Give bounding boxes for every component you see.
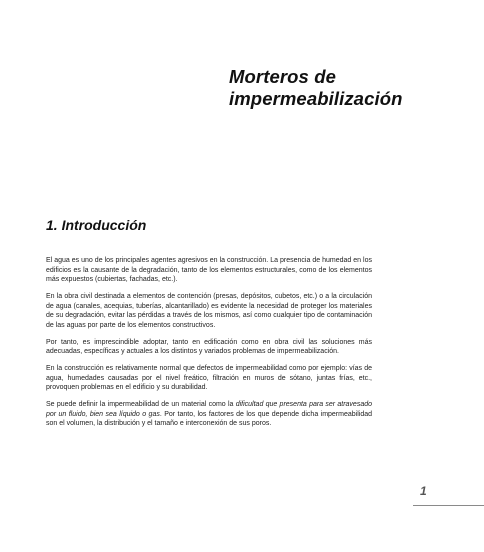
document-title-line-1: Morteros de	[229, 66, 336, 87]
document-title-line-2: impermeabilización	[229, 88, 403, 109]
paragraph-5	[46, 400, 372, 429]
section-heading: 1. Introducción	[46, 217, 147, 233]
document-title	[229, 66, 469, 110]
paragraph-2: En la obra civil destinada a elementos de contención (presas, depósitos, cubetos, etc.) o a la circulación de agua (canales, acequias, tuberías, alcantarillado) es evidente la necesidad de proteger los materiales de su degradación, evitar las pérdidas a través de los mismos, así como cualquier tipo de contaminación de las aguas por parte de los elementos constructivos.	[46, 293, 372, 329]
footer-rule	[413, 505, 484, 506]
paragraph-4: En la construcción es relativamente normal que defectos de impermeabilidad como por ejemplo: vías de agua, humedades causadas por el nivel freático, filtración en muros de sótano, juntas frías, etc., provoquen problemas en el edificio y su durabilidad.	[46, 365, 372, 391]
paragraph-1: El agua es uno de los principales agentes agresivos en la construcción. La presencia de humedad en los edificios es la causante de la degradación, tanto de los elementos estructurales, como de los elementos más expuestos (cubiertas, fachadas, etc.).	[46, 257, 372, 283]
body-text	[46, 256, 372, 436]
paragraph-5-definition: dificultad que presenta para ser atravesado por un fluido, bien sea líquido o gas	[46, 401, 373, 418]
paragraph-5-tail: . Por tanto, los factores de los que depende dicha impermeabilidad son el volumen, la distribución y el tamaño e interconexión de sus poros.	[46, 410, 372, 427]
paragraph-3: Por tanto, es imprescindible adoptar, tanto en edificación como en obra civil las soluciones más adecuadas, específicas y actuales a los distintos y variados problemas de impermeabilización.	[46, 338, 372, 355]
paragraph-5-lead: Se puede definir la impermeabilidad de un material como la	[46, 401, 236, 408]
page-number: 1	[420, 484, 427, 498]
